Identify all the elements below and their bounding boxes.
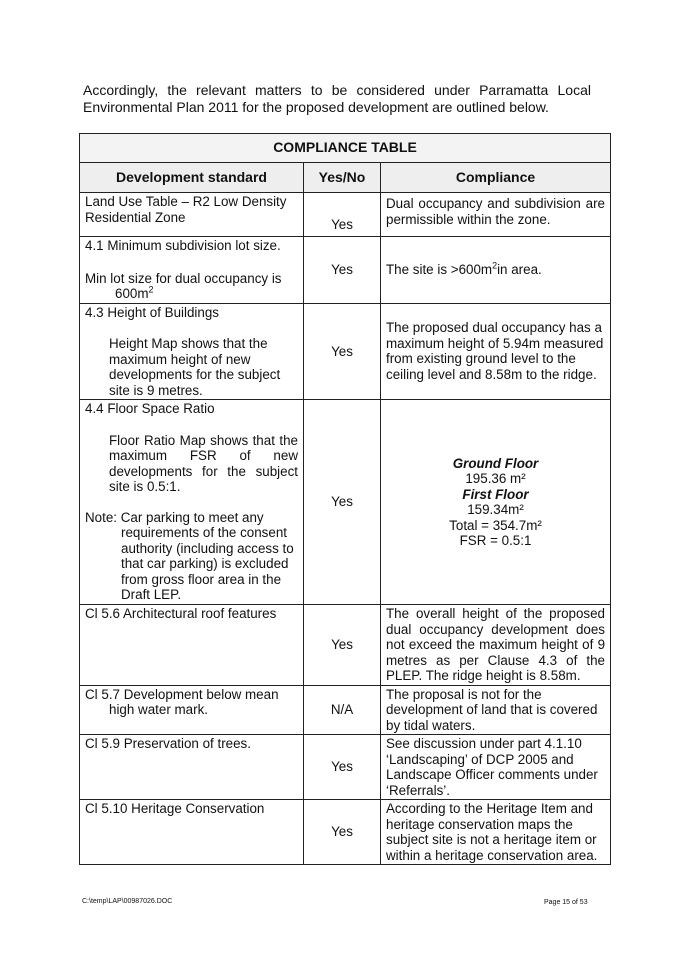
table-row [80,800,611,865]
compliance-cell: See discussion under part 4.1.10 ‘Landscaping’ of DCP 2005 and Landscape Officer comments under ‘Referrals’. [381,735,611,800]
standard-title: 4.3 Height of Buildings [85,304,219,320]
ground-floor-value: 195.36 m² [465,471,526,486]
intro-paragraph: Accordingly, the relevant matters to be considered under Parramatta Local Environmental Plan 2011 for the proposed development are outlined below. [83,82,591,115]
standard-cell: Cl 5.9 Preservation of trees. [80,735,304,800]
standard-cell: Land Use Table – R2 Low Density Residential Zone [80,193,304,237]
yesno-cell: Yes [304,800,381,865]
compliance-table [79,133,611,865]
table-row [80,735,611,800]
yesno-cell: Yes [304,605,381,686]
yesno-cell: Yes [304,735,381,800]
standard-cell: Cl 5.10 Heritage Conservation [80,800,304,865]
table-row [80,193,611,237]
standard-body: Height Map shows that the maximum height of new developments for the subject site is 9 metres. [109,336,281,398]
yesno-cell: N/A [304,685,381,735]
table-row [80,303,611,400]
ground-floor-label: Ground Floor [452,455,539,471]
compliance-cell: Dual occupancy and subdivision are permissible within the zone. [381,193,611,237]
standard-cell [80,685,304,735]
footer-file-path: C:\temp\LAP\00987026.DOC [82,898,173,905]
fsr-value: FSR = 0.5:1 [459,533,532,548]
standard-cell [80,303,304,400]
compliance-cell: The proposed dual occupancy has a maximum height of 5.94m measured from existing ground level to the ceiling level and 8.58m to the ridge. [381,303,611,400]
compliance-cell [381,400,611,605]
standard-note: Note: Car parking to meet any requirements of the consent authority (including access to that car parking) is excluded from gross floor area in the Draft LEP. [85,509,294,602]
standard-title: 4.4 Floor Space Ratio [85,401,215,416]
compliance-cell: The proposal is not for the development of land that is covered by tidal waters. [381,685,611,735]
standard-body: Min lot size for dual occupancy is $600m^2$ [85,270,282,301]
table-row [80,400,611,605]
table-row [80,605,611,686]
yesno-cell: Yes [304,237,381,304]
standard-body: high water mark. [109,702,208,717]
standard-title: 4.1 Minimum subdivision lot size. [85,238,281,253]
standard-body: Floor Ratio Map shows that the maximum FSR of new developments for the subject site is 0.5:1. [109,432,298,494]
footer-page-number: Page 15 of 53 [544,899,588,906]
yesno-cell: Yes [304,303,381,400]
compliance-cell: According to the Heritage Item and heritage conservation maps the subject site is not a heritage item or within a heritage conservation area. [381,800,611,865]
standard-cell [80,237,304,304]
yesno-cell: Yes [304,400,381,605]
first-floor-value: 159.34m² [467,502,524,517]
total-value: Total = 354.7m² [449,517,542,533]
standard-title: Cl 5.7 Development below mean [85,686,279,702]
compliance-cell: The overall height of the proposed dual occupancy development does not exceed the maximum height of 9 metres as per Clause 4.3 of the PLEP. The ridge height is 8.58m. [381,605,611,686]
header-yes-no: Yes/No [304,163,381,193]
header-development-standard: Development standard [80,163,304,193]
yesno-cell: Yes [304,193,381,237]
standard-cell [80,400,304,605]
table-row [80,237,611,304]
header-compliance: Compliance [381,163,611,193]
compliance-cell: The site is $>600m^2in$ area. [381,237,611,304]
table-row [80,685,611,735]
first-floor-label: First Floor [462,486,529,502]
standard-cell: Cl 5.6 Architectural roof features [80,605,304,686]
table-title: COMPLIANCE TABLE [80,134,611,163]
